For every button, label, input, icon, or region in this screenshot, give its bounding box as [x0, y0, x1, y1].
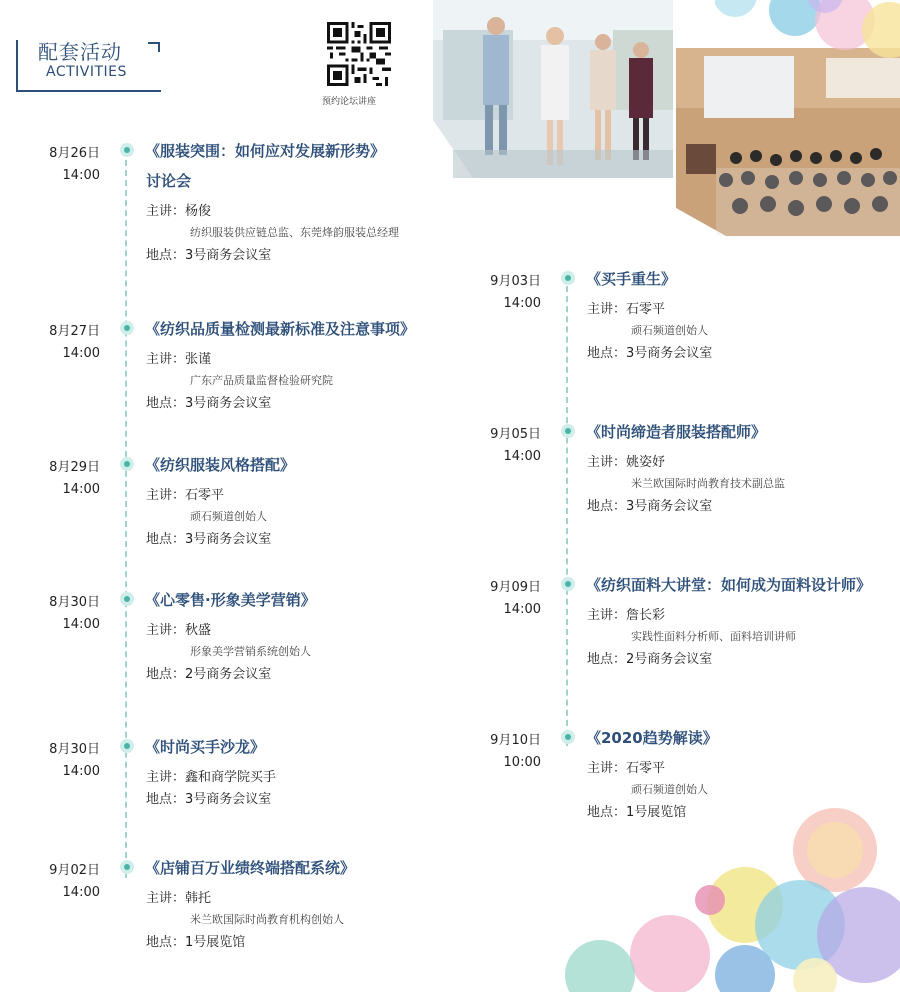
event-speaker-desc: 米兰欧国际时尚教育机构创始人 [190, 913, 344, 926]
event-time: 14:00 [503, 296, 541, 311]
event-time: 14:00 [62, 885, 100, 900]
event-date: 9月09日 [490, 580, 541, 595]
event-speaker: 主讲：石零平 [146, 488, 225, 503]
timeline-right [566, 276, 568, 746]
event-speaker: 主讲：鑫和商学院买手 [146, 770, 277, 785]
event-speaker-desc: 形象美学营销系统创始人 [190, 645, 311, 658]
event-date: 9月02日 [49, 863, 100, 878]
event-date: 9月03日 [490, 274, 541, 289]
event-speaker-desc: 顽石频道创始人 [631, 783, 708, 796]
event-speaker-desc: 广东产品质量监督检验研究院 [190, 374, 333, 387]
event-speaker: 主讲：张谨 [146, 352, 212, 367]
timeline-dot [120, 321, 134, 335]
event-date: 8月26日 [49, 146, 100, 161]
decorative-pattern-bottom [560, 805, 900, 992]
timeline-dot [120, 143, 134, 157]
timeline-dot [120, 860, 134, 874]
event-time: 14:00 [62, 346, 100, 361]
event-speaker: 主讲：秋盛 [146, 623, 212, 638]
event-title-cont: 讨论会 [146, 172, 192, 190]
page-title: 配套活动 [38, 40, 122, 64]
event-time: 14:00 [62, 168, 100, 183]
timeline-dot [561, 577, 575, 591]
event-time: 14:00 [503, 602, 541, 617]
event-title: 《纺织品质量检测最新标准及注意事项》 [145, 320, 416, 338]
event-speaker: 主讲：韩托 [146, 891, 212, 906]
event-location: 地点：3号商务会议室 [146, 792, 272, 807]
event-date: 9月10日 [490, 733, 541, 748]
event-speaker: 主讲：石零平 [587, 302, 666, 317]
timeline-dot [120, 592, 134, 606]
event-time: 10:00 [503, 755, 541, 770]
event-location: 地点：3号商务会议室 [587, 499, 713, 514]
decorative-pattern-top [715, 0, 900, 70]
event-location: 地点：2号商务会议室 [587, 652, 713, 667]
event-speaker-desc: 纺织服装供应链总监、东莞烽韵服装总经理 [190, 226, 399, 239]
event-title: 《心零售·形象美学营销》 [145, 591, 316, 609]
event-location: 地点：1号展览馆 [146, 935, 246, 950]
event-title: 《服装突围：如何应对发展新形势》 [145, 142, 386, 160]
event-time: 14:00 [62, 482, 100, 497]
event-title: 《2020趋势解读》 [586, 729, 718, 747]
event-title: 《纺织服装风格搭配》 [145, 456, 296, 474]
event-speaker-desc: 顽石频道创始人 [190, 510, 267, 523]
qr-code[interactable] [327, 22, 391, 86]
event-date: 8月30日 [49, 595, 100, 610]
event-speaker-desc: 顽石频道创始人 [631, 324, 708, 337]
event-title: 《时尚买手沙龙》 [145, 738, 266, 756]
timeline-dot [561, 424, 575, 438]
event-speaker: 主讲：詹长彩 [587, 608, 666, 623]
event-speaker-desc: 实践性面料分析师、面料培训讲师 [631, 630, 796, 643]
timeline-dot [120, 739, 134, 753]
event-date: 8月27日 [49, 324, 100, 339]
page-subtitle: ACTIVITIES [46, 64, 127, 80]
timeline-dot [561, 271, 575, 285]
event-location: 地点：1号展览馆 [587, 805, 687, 820]
event-location: 地点：3号商务会议室 [587, 346, 713, 361]
event-location: 地点：3号商务会议室 [146, 396, 272, 411]
event-title: 《纺织面料大讲堂：如何成为面料设计师》 [586, 576, 872, 594]
event-location: 地点：3号商务会议室 [146, 532, 272, 547]
event-location: 地点：3号商务会议室 [146, 248, 272, 263]
event-date: 8月29日 [49, 460, 100, 475]
event-date: 9月05日 [490, 427, 541, 442]
fashion-show-photo [433, 0, 673, 178]
event-speaker: 主讲：石零平 [587, 761, 666, 776]
timeline-dot [561, 730, 575, 744]
lecture-hall-photo [676, 48, 900, 236]
event-time: 14:00 [62, 764, 100, 779]
event-speaker: 主讲：杨俊 [146, 204, 212, 219]
header-frame-tick [158, 42, 160, 52]
event-speaker: 主讲：姚姿妤 [587, 455, 666, 470]
event-title: 《买手重生》 [586, 270, 677, 288]
timeline-dot [120, 457, 134, 471]
event-time: 14:00 [503, 449, 541, 464]
event-time: 14:00 [62, 617, 100, 632]
event-location: 地点：2号商务会议室 [146, 667, 272, 682]
event-title: 《店铺百万业绩终端搭配系统》 [145, 859, 356, 877]
event-speaker-desc: 米兰欧国际时尚教育技术副总监 [631, 477, 785, 490]
event-date: 8月30日 [49, 742, 100, 757]
timeline-left [125, 150, 127, 878]
qr-caption: 预约论坛讲座 [322, 97, 377, 107]
event-title: 《时尚缔造者服装搭配师》 [586, 423, 767, 441]
